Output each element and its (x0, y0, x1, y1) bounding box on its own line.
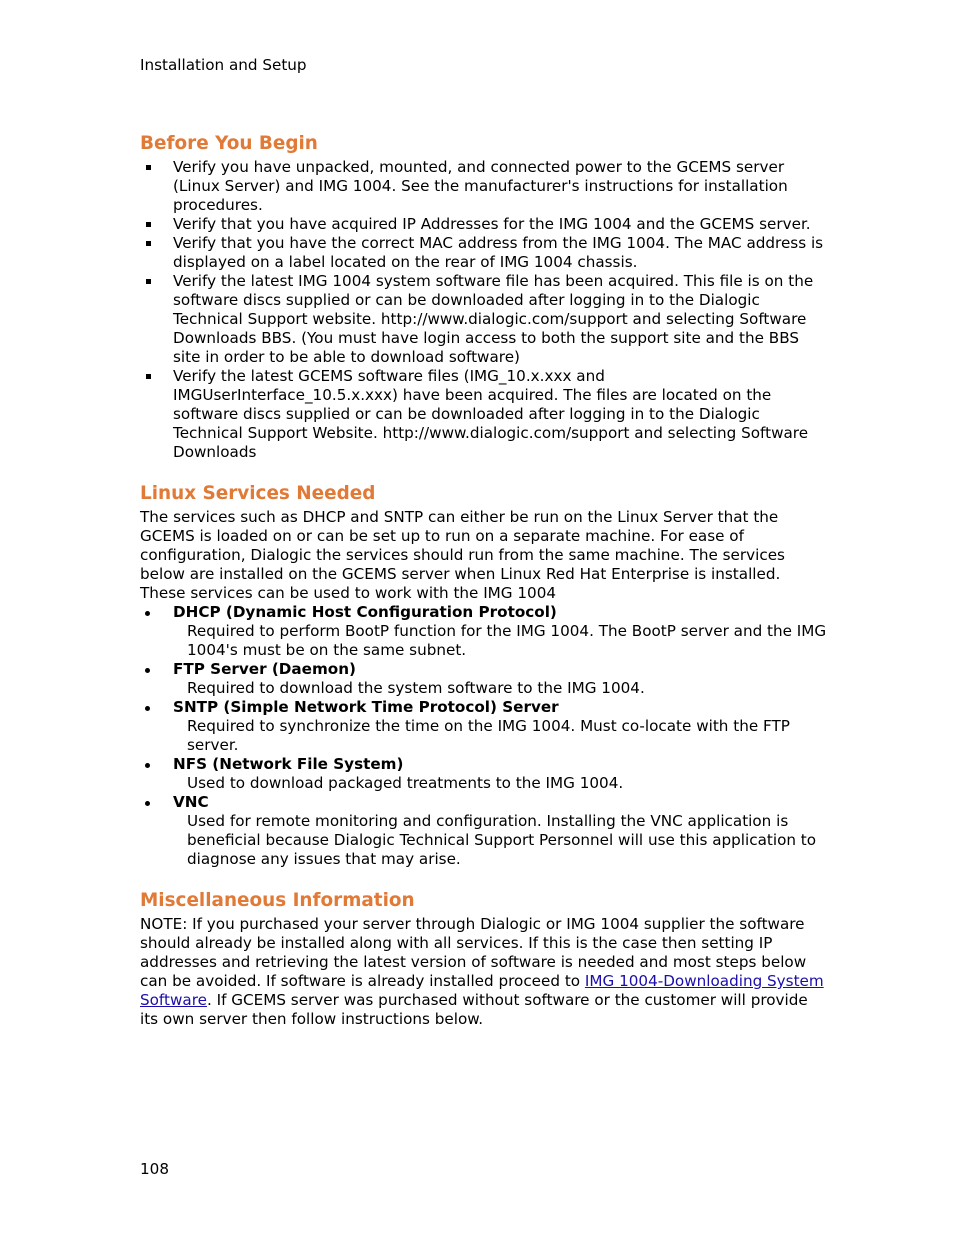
list-item-text: Verify you have unpacked, mounted, and connected power to the GCEMS server (Linux Server) and IMG 1004. See the manufacturer's instructions for installation procedures. (173, 158, 788, 214)
heading-before-you-begin: Before You Begin (140, 133, 318, 154)
service-term: FTP Server (Daemon) (173, 660, 356, 678)
square-bullet-icon (146, 222, 151, 227)
heading-linux-services-needed: Linux Services Needed (140, 483, 376, 504)
misc-note (140, 915, 830, 1029)
page-content (140, 130, 830, 1029)
service-description: Required to synchronize the time on the IMG 1004. Must co-locate with the FTP server. (187, 717, 790, 754)
list-item (140, 234, 830, 272)
service-item (140, 603, 830, 660)
service-description: Used to download packaged treatments to the IMG 1004. (187, 774, 624, 792)
page-number: 108 (140, 1160, 169, 1178)
list-item-text: Verify that you have the correct MAC address from the IMG 1004. The MAC address is displayed on a label located on the rear of IMG 1004 chassis. (173, 234, 824, 271)
square-bullet-icon (146, 374, 151, 379)
before-you-begin-list (140, 158, 830, 462)
square-bullet-icon (146, 279, 151, 284)
square-bullet-icon (146, 241, 151, 246)
service-item (140, 660, 830, 698)
heading-miscellaneous-information: Miscellaneous Information (140, 890, 415, 911)
running-header: Installation and Setup (140, 56, 307, 74)
misc-note-text-after: . If GCEMS server was purchased without software or the customer will provide its own server then follow instructions below. (140, 991, 808, 1028)
service-term: SNTP (Simple Network Time Protocol) Server (173, 698, 559, 716)
service-item (140, 793, 830, 869)
service-description: Required to perform BootP function for the IMG 1004. The BootP server and the IMG 1004's must be on the same subnet. (187, 622, 827, 659)
list-item (140, 215, 830, 234)
round-bullet-icon (145, 706, 150, 711)
service-term: NFS (Network File System) (173, 755, 404, 773)
round-bullet-icon (145, 801, 150, 806)
square-bullet-icon (146, 165, 151, 170)
list-item (140, 272, 830, 367)
linux-services-list (140, 603, 830, 869)
round-bullet-icon (145, 668, 150, 673)
list-item-text: Verify the latest IMG 1004 system software file has been acquired. This file is on the software discs supplied or can be downloaded after logging in to the Dialogic Technical Support website. http://www.dialogic.com/support and selecting Software Downloads BBS. (You must have login access to both the support site and the BBS site in order to be able to download software) (173, 272, 814, 366)
service-description: Used for remote monitoring and configuration. Installing the VNC application is beneficial because Dialogic Technical Support Personnel will use this application to diagnose any issues that may arise. (187, 812, 817, 868)
linux-services-intro: The services such as DHCP and SNTP can either be run on the Linux Server that the GCEMS is loaded on or can be set up to run on a separate machine. For ease of configuration, Dialogic the services should run from the same machine. The services below are installed on the GCEMS server when Linux Red Hat Enterprise is installed. These services can be used to work with the IMG 1004 (140, 508, 785, 602)
service-description: Required to download the system software to the IMG 1004. (187, 679, 645, 697)
list-item (140, 367, 830, 462)
list-item (140, 158, 830, 215)
list-item-text: Verify that you have acquired IP Addresses for the IMG 1004 and the GCEMS server. (173, 215, 811, 233)
service-item (140, 755, 830, 793)
round-bullet-icon (145, 763, 150, 768)
round-bullet-icon (145, 611, 150, 616)
list-item-text: Verify the latest GCEMS software files (IMG_10.x.xxx and IMGUserInterface_10.5.x.xxx) have been acquired. The files are located on the software discs supplied or can be downloaded after logging in to the Dialogic Technical Support Website. http://www.dialogic.com/support and selecting Software Downloads (173, 367, 809, 461)
downloading-system-software-link[interactable]: IMG 1004-Downloading System Software (140, 972, 824, 1009)
service-item (140, 698, 830, 755)
service-term: VNC (173, 793, 209, 811)
service-term: DHCP (Dynamic Host Configuration Protocol) (173, 603, 557, 621)
misc-note-text: NOTE: If you purchased your server through Dialogic or IMG 1004 supplier the software should already be installed along with all services. If this is the case then setting IP addresses and retrieving the latest version of software is needed and most steps below can be avoided. If software is already installed proceed to (140, 915, 807, 990)
